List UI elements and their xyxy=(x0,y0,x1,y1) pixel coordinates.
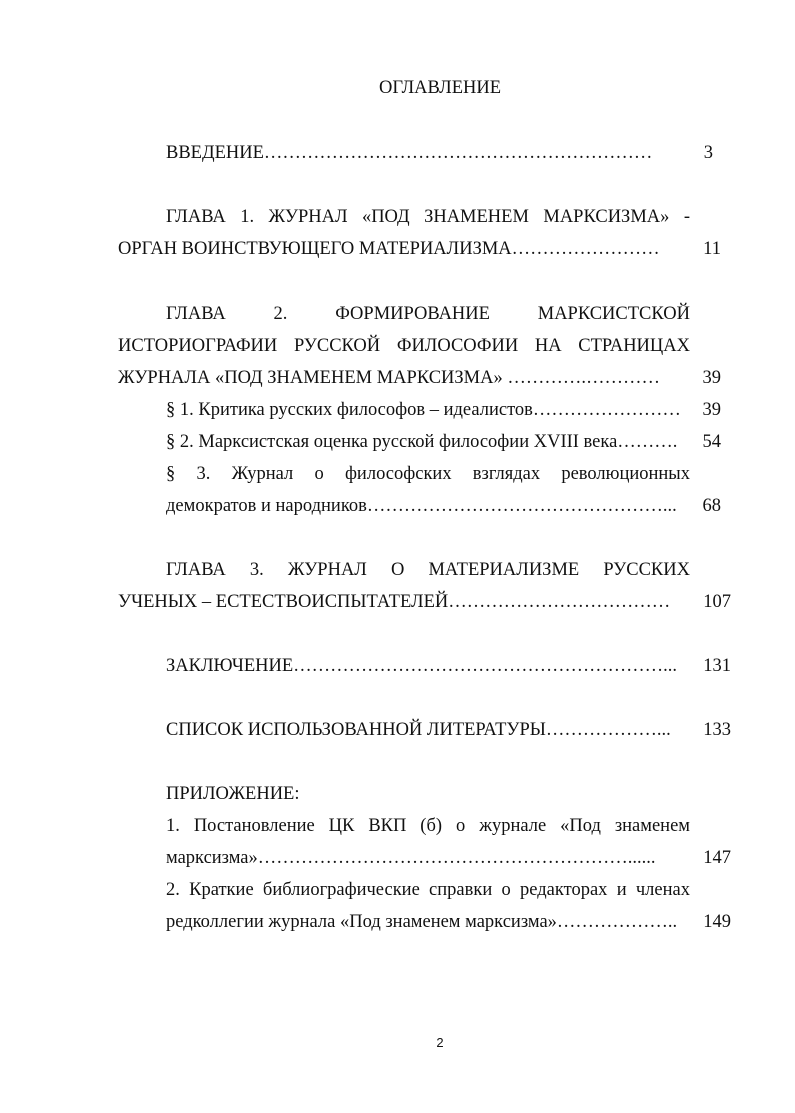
toc-entry-ch3-line1: ГЛАВА 3. ЖУРНАЛ О МАТЕРИАЛИЗМЕ РУССКИХ xyxy=(166,560,690,580)
toc-entry-appendix-2-line1: 2. Краткие библиографические справки о редакторах и членах xyxy=(166,880,690,900)
toc-page-conclusion: 131 xyxy=(703,656,731,676)
toc-page-literature: 133 xyxy=(703,720,731,740)
toc-entry-appendix-2-line2: редколлегии журнала «Под знаменем марксизма»……………….. xyxy=(166,912,678,932)
toc-entry-intro: ВВЕДЕНИЕ……………………………………………………… xyxy=(166,143,653,163)
toc-entry-s3-line2: демократов и народников…………………………………………... xyxy=(166,496,677,516)
toc-page-appendix-1: 147 xyxy=(703,848,731,868)
toc-page-ch3: 107 xyxy=(703,592,731,612)
toc-entry-ch3-line2: УЧЕНЫХ – ЕСТЕСТВОИСПЫТАТЕЛЕЙ……………………………… xyxy=(118,592,671,612)
toc-entry-appendix-title: ПРИЛОЖЕНИЕ: xyxy=(166,784,300,804)
toc-heading: ОГЛАВЛЕНИЕ xyxy=(378,78,502,98)
toc-page-ch2: 39 xyxy=(702,368,721,388)
toc-entry-s3-line1: § 3. Журнал о философских взглядах революционных xyxy=(166,464,690,484)
toc-entry-appendix-1-line1: 1. Постановление ЦК ВКП (б) о журнале «Под знаменем xyxy=(166,816,690,836)
page-number: 2 xyxy=(436,1035,444,1050)
toc-entry-ch1-line1: ГЛАВА 1. ЖУРНАЛ «ПОД ЗНАМЕНЕМ МАРКСИЗМА» - xyxy=(166,207,690,227)
toc-page-s1: 39 xyxy=(702,400,721,420)
toc-entry-s1: § 1. Критика русских философов – идеалистов…………………… xyxy=(166,400,681,420)
toc-page-intro: 3 xyxy=(703,143,713,163)
toc-page-ch1: 11 xyxy=(703,239,721,259)
toc-entry-ch1-line2: ОРГАН ВОИНСТВУЮЩЕГО МАТЕРИАЛИЗМА…………………… xyxy=(118,239,660,259)
toc-entry-ch2-line3: ЖУРНАЛА «ПОД ЗНАМЕНЕМ МАРКСИЗМА» ………….………… xyxy=(118,368,660,388)
toc-entry-s2: § 2. Марксистская оценка русской философии XVIII века………. xyxy=(166,432,678,452)
toc-entry-conclusion: ЗАКЛЮЧЕНИЕ……………………………………………………... xyxy=(166,656,678,676)
toc-entry-appendix-1-line2: марксизма»……………………………………………………...... xyxy=(166,848,656,868)
toc-entry-literature: СПИСОК ИСПОЛЬЗОВАННОЙ ЛИТЕРАТУРЫ………………... xyxy=(166,720,671,740)
toc-entry-ch2-line1: ГЛАВА 2. ФОРМИРОВАНИЕ МАРКСИСТСКОЙ xyxy=(166,304,690,324)
toc-entry-ch2-line2: ИСТОРИОГРАФИИ РУССКОЙ ФИЛОСОФИИ НА СТРАНИЦАХ xyxy=(118,336,690,356)
toc-page-appendix-2: 149 xyxy=(703,912,731,932)
toc-page-s3: 68 xyxy=(702,496,721,516)
toc-page-s2: 54 xyxy=(702,432,721,452)
